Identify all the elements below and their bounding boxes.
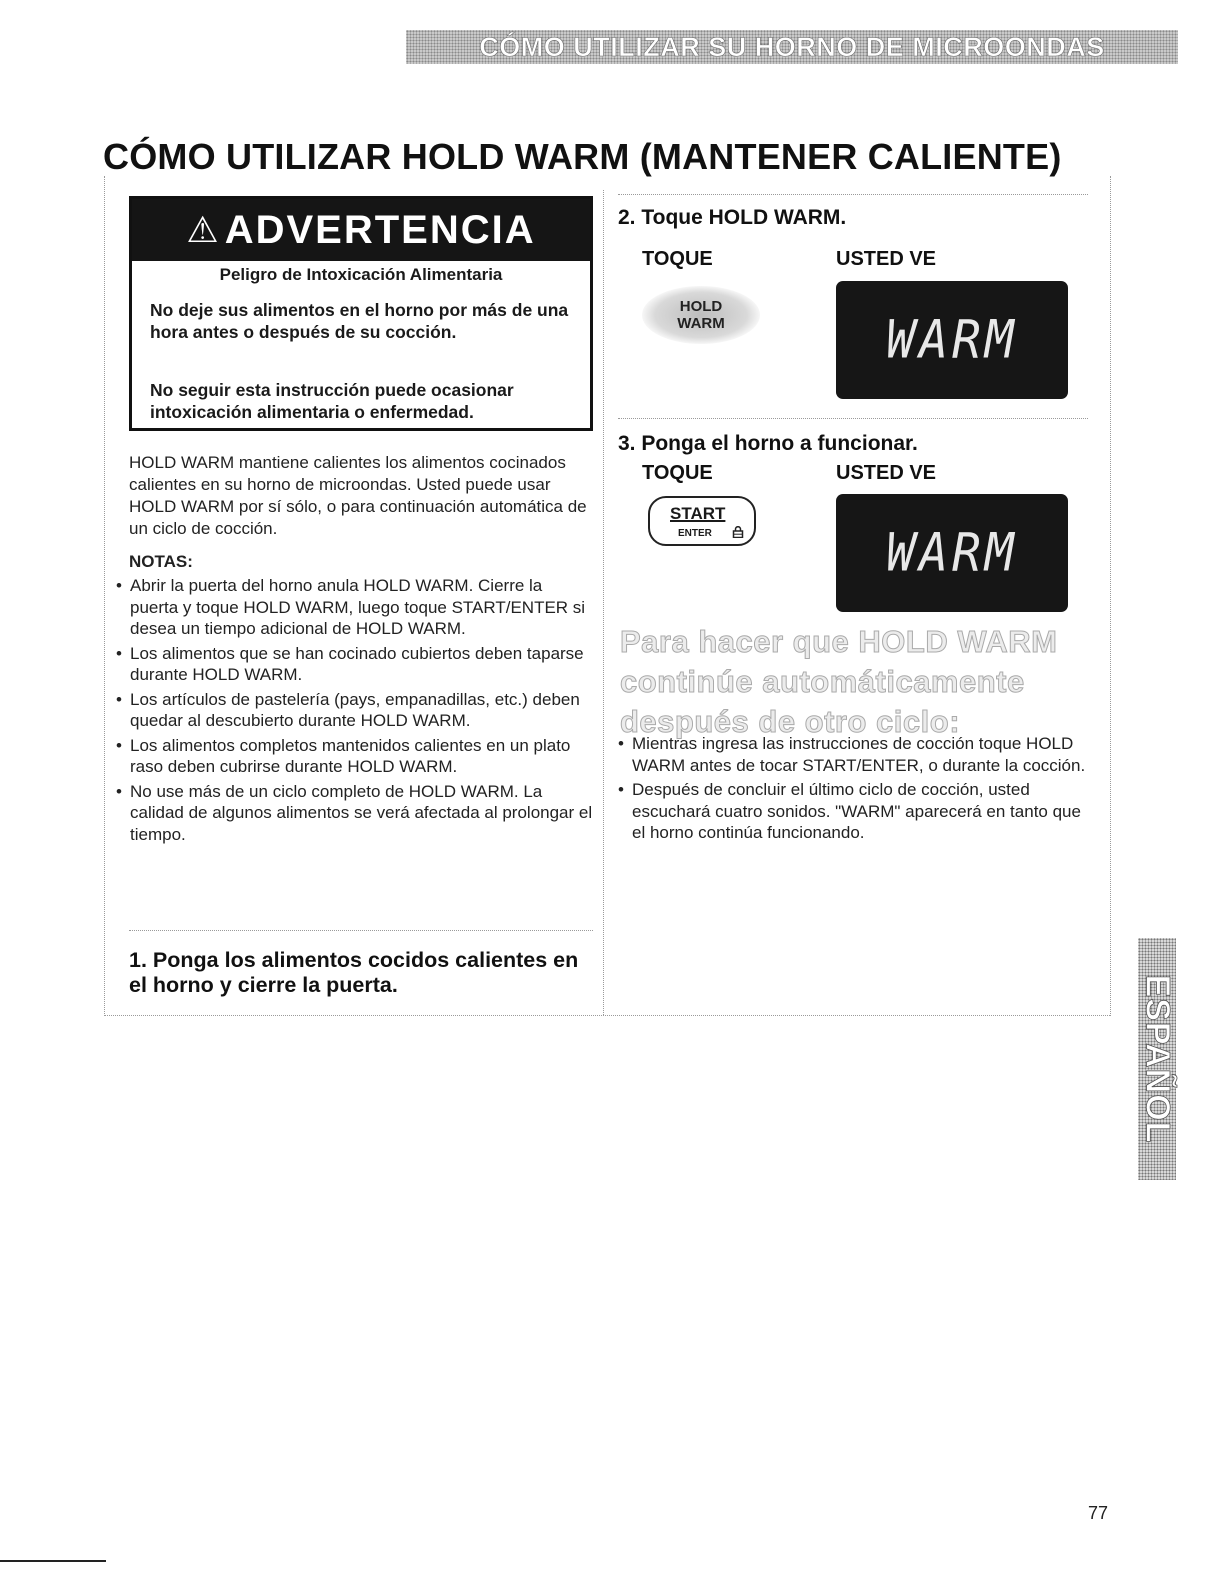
warning-text-1: No deje sus alimentos en el horno por más de una hora antes o después de su cocción. [150,300,569,342]
hold-warm-button-line1: HOLD [679,298,723,315]
step3-top-rule [618,418,1088,419]
page-title: CÓMO UTILIZAR HOLD WARM (MANTENER CALIENTE) [103,136,1062,177]
step2-see-label: USTED VE [836,248,937,270]
notes-heading: NOTAS: [129,552,193,571]
start-label: START [670,504,726,523]
warning-triangle-icon: ⚠ [186,209,221,250]
list-item: • Abrir la puerta del horno anula HOLD WARM. Cierre la puerta y toque HOLD WARM, luego toque START/ENTER si desea un tiempo adicional de HOLD WARM. [116,575,594,640]
start-enter-button[interactable] [648,496,756,546]
list-item: • Después de concluir el último ciclo de cocción, usted escuchará cuatro sonidos. "WARM" aparecerá en tanto que el horno continúa funcionando. [618,779,1088,844]
step1-number: 1. [129,948,147,972]
warning-subtitle: Peligro de Intoxicación Alimentaria [219,265,503,284]
hold-warm-button[interactable] [642,286,760,344]
language-side-tab [1138,938,1176,1180]
continue-list [618,733,1088,847]
warning-header [132,199,590,261]
warning-box [129,196,593,431]
step3-display [836,494,1068,612]
warning-header-label: ADVERTENCIA [224,207,536,252]
column-divider [603,190,604,1015]
notes-list [116,575,594,848]
enter-label: ENTER [678,528,712,539]
step1-top-rule [129,930,593,931]
frame-right-border [1110,176,1111,1016]
footer-rule [0,1560,106,1562]
step2-display-text: WARM [886,309,1018,371]
section-banner: CÓMO UTILIZAR SU HORNO DE MICROONDAS [406,30,1178,64]
list-item: • No use más de un ciclo completo de HOLD WARM. La calidad de algunos alimentos se verá afectada al prolongar el tiempo. [116,781,594,846]
warning-text-2: No seguir esta instrucción puede ocasionar intoxicación alimentaria o enfermedad. [150,380,514,422]
step1 [129,948,599,998]
frame-left-border [104,176,105,1016]
intro-paragraph: HOLD WARM mantiene calientes los alimentos cocinados calientes en su horno de microondas. Usted puede usar HOLD WARM por sí sólo, o para continuación automática de un ciclo de cocción. [129,453,587,538]
list-item: • Los alimentos que se han cocinado cubiertos deben taparse durante HOLD WARM. [116,643,594,686]
frame-bottom-border [104,1015,1110,1016]
list-item: • Los alimentos completos mantenidos calientes en un plato raso deben cubrirse durante HOLD WARM. [116,735,594,778]
step1-text: Ponga los alimentos cocidos calientes en el horno y cierre la puerta. [129,948,579,997]
page-number: 77 [1088,1503,1109,1523]
step2-title: 2. Toque HOLD WARM. [618,206,847,229]
step3-touch-label: TOQUE [642,462,713,484]
step3-display-text: WARM [886,522,1018,584]
lock-icon [732,526,744,538]
step2-touch-label: TOQUE [642,248,713,270]
continue-heading: Para hacer que HOLD WARM continúe automáticamente después de otro ciclo: [620,624,1058,739]
side-tab-label: ESPAÑOL [1138,974,1177,1144]
hold-warm-button-line2: WARM [677,315,725,332]
list-item: • Los artículos de pastelería (pays, empanadillas, etc.) deben quedar al descubierto durante HOLD WARM. [116,689,594,732]
step2-display [836,281,1068,399]
step3-title: 3. Ponga el horno a funcionar. [618,432,918,455]
step2-top-rule [618,194,1088,195]
step3-see-label: USTED VE [836,462,937,484]
list-item: • Mientras ingresa las instrucciones de cocción toque HOLD WARM antes de tocar START/ENTER, o durante la cocción. [618,733,1088,776]
